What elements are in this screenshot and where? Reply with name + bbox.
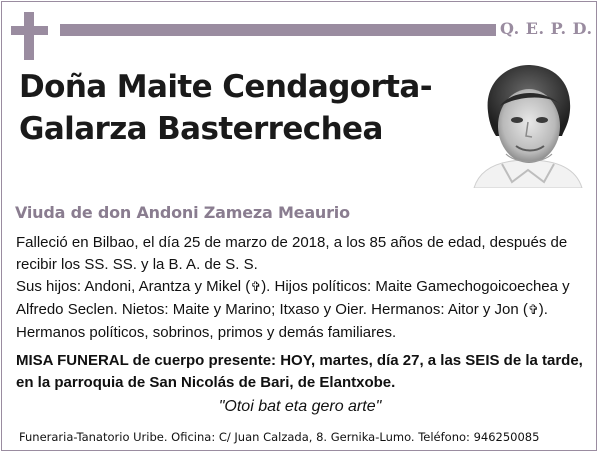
death-notice: Falleció en Bilbao, el día 25 de marzo de 2018, a los 85 años de edad, después de recibir los SS. SS. y la B. A. de S. S. [16,234,568,273]
deceased-name-line2: Galarza Basterrechea [19,111,383,147]
family-text-part3: ). Hermanos políticos, sobrinos, primos y demás familiares. [16,301,548,341]
cross-symbol-icon: ✞ [250,280,262,295]
widow-of: Viuda de don Andoni Zameza Meaurio [15,203,350,222]
qepd-label: Q. E. P. D. [500,19,593,38]
motto: "Otoi bat eta gero arte" [218,398,382,415]
deceased-name-line1: Doña Maite Cendagorta- [19,69,432,105]
header-bar [60,24,496,36]
deceased-name [19,66,464,150]
family-list [16,276,586,344]
deceased-photo [472,60,584,188]
family-text-part1: Sus hijos: Andoni, Arantza y Mikel ( [16,278,251,295]
funeral-mass-line2: en la parroquia de San Nicolás de Bari, de Elantxobe. [16,374,396,391]
funeral-mass-line1: MISA FUNERAL de cuerpo presente: HOY, martes, día 27, a las SEIS de la tarde, [16,352,583,369]
family-text-part2: ). Hijos políticos: Maite Gamechogoicoechea y Alfredo Seclen. Nietos: Maite y Marino; Itxaso y Oier. Hermanos: Aitor y Jon ( [16,278,570,318]
funeral-mass [16,350,586,394]
funeral-home-info: Funeraria-Tanatorio Uribe. Oficina: C/ Juan Calzada, 8. Gernika-Lumo. Teléfono: 946250085 [19,430,540,444]
cross-symbol-icon: ✞ [527,303,539,318]
